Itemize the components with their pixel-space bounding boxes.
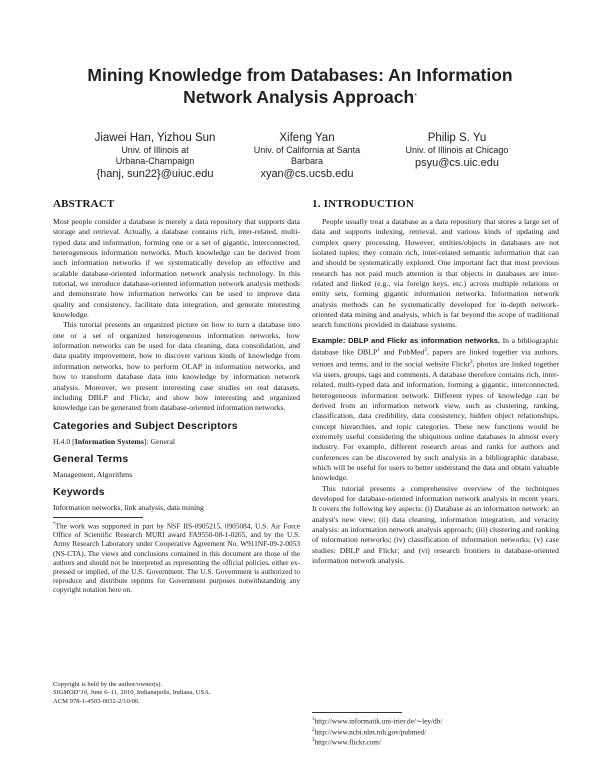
footnote-link[interactable]: http://www.flickr.com/ xyxy=(314,737,381,747)
footnote-mark-2: 2 xyxy=(424,348,427,354)
categories-text xyxy=(53,437,300,447)
footnote-mark-3: 3 xyxy=(470,360,473,366)
footnote-num: 2 xyxy=(312,727,315,733)
footnote-mark-1: 1 xyxy=(377,348,380,354)
funding-footnote xyxy=(53,520,300,595)
author-email: {hanj, sun22}@uiuc.edu xyxy=(96,168,214,180)
conference-name: SIGMOD’10, xyxy=(53,689,89,697)
title-footnote-mark: * xyxy=(414,93,417,100)
introduction-heading: 1. INTRODUCTION xyxy=(312,198,415,210)
funding-mark: * xyxy=(53,521,56,527)
categories-rest: ]: General xyxy=(143,436,176,446)
example-text-b: and PubMed xyxy=(379,347,425,357)
author-affiliation-2: Barbara xyxy=(290,156,324,166)
funding-text: The work was supported in part by NSF IIS-0905215, 0905084, U.S. Air Force Office of Scientific Research MURI award FA9550-08-1-0265, and by the U.S. Army Research Laboratory under Cooperative Agreement No. W911NF-09-2-0053 (NS-CTA). The views and conclusions contained in this document are those of the authors and should not be interpreted as representing the official policies, either ex- pressed or implied, of the U.S. Government. The U.S. Government is authorized to reproduce and distribute reprints for Government purposes notwithstanding any copyright notation here on. xyxy=(53,520,300,595)
paper-title xyxy=(40,64,560,108)
example-label: Example: DBLP and Flickr as information networks. xyxy=(312,335,500,345)
url-footnotes xyxy=(312,712,559,747)
footnote-1 xyxy=(312,715,559,726)
author-name: Philip S. Yu xyxy=(427,132,487,144)
intro-paragraph-1: People usually treat a database as a data repository that stores a large set of data and supports indexing, retrieval, and various kinds of updating and complex query processing. However, entities/objects in databases are not isolated tuples; they contain rich, inter-related semantic information that can and should be systematically explored. One important fact that most previous research has not paid much attention is that objects in databases are inter-related and linked (e.g., via foreign keys, etc.) across multiple relations or entity sets, forming gigantic information networks. Information network analysis methods can be systematically developed for in-depth network-oriented data mining and analysis, which is far beyond the scope of traditional search functions provided in database systems. xyxy=(312,217,559,330)
example-text-a: In a bibliographic database like DBLP xyxy=(312,335,559,357)
author-affiliation: Univ. of Illinois at Chicago xyxy=(405,145,509,155)
categories-heading: Categories and Subject Descriptors xyxy=(53,419,238,432)
footnote-rule xyxy=(53,517,143,518)
author-affiliation: Univ. of Illinois at xyxy=(121,145,189,155)
intro-example-paragraph xyxy=(312,336,559,484)
author-block-3 xyxy=(382,131,532,170)
copyright-line-3: ACM 978-1-4503-0032-2/10/06. xyxy=(53,697,140,705)
abstract-heading: ABSTRACT xyxy=(53,198,115,210)
author-email: psyu@cs.uic.edu xyxy=(415,157,499,169)
author-email: xyan@cs.ucsb.edu xyxy=(260,168,354,180)
footnote-link[interactable]: http://www.ncbi.nlm.nih.gov/pubmed/ xyxy=(314,727,427,737)
abstract-paragraph-2: This tutorial presents an organized picture on how to turn a database into one or a set of organized heterogeneous information networks, how information networks can be used for data cleaning, data consolidation, and data quality improvement, how to discover various kinds of knowledge from information networks, how to perform OLAP in information networks, and how to transform database data into knowledge by information network analysis. Moreover, we present interesting case studies on real datasets, including DBLP and Flickr, and show how interesting and organized knowledge can be generated from database-oriented information networks. xyxy=(53,320,300,413)
general-terms-heading: General Terms xyxy=(53,452,129,465)
footnote-2 xyxy=(312,726,559,737)
author-affiliation: Univ. of California at Santa xyxy=(253,145,361,155)
categories-bold: Information Systems xyxy=(74,436,144,446)
url-footnote-rule xyxy=(312,712,402,713)
author-name: Xifeng Yan xyxy=(279,132,335,144)
title-line-1: Mining Knowledge from Databases: An Information xyxy=(87,65,513,85)
abstract-paragraph-1: Most people consider a database is merely a data repository that supports data storage and retrieval. Actually, a database contains rich, inter-related, multi-typed data and information, forming one or a set of gigantic, interconnected, heterogeneous information networks. Much knowledge can be derived from such information networks if we systematically develop an effective and scalable database-oriented information network analysis technology. In this tutorial, we introduce database-oriented information network analysis methods and demonstrate how information networks can be used to improve data quality and consistency, facilitate data integration, and generate interesting knowledge. xyxy=(53,217,300,320)
author-affiliation-2: Urbana-Champaign xyxy=(115,156,195,166)
right-column xyxy=(312,198,559,567)
title-line-2 xyxy=(40,86,560,108)
author-name: Jiawei Han, Yizhou Sun xyxy=(94,132,216,144)
example-text-c: , papers are linked together via authors, venues and terms, and in the social website Flickr xyxy=(312,347,559,369)
left-column xyxy=(53,198,300,595)
footnote-3 xyxy=(312,736,559,747)
example-text-d: , photos are linked together via users, groups, tags and comments. A database therefore contains rich, inter-related, multi-typed data and information, forming a gigantic, interconnected, heterogeneous information network. Different types of knowledge can be derived from an information network view, such as clustering, ranking, classification, data credibility, data consistency, hidden object relationships, concept hierarchies, and topic categories. These new functions would be extremely useful considering the ubiquitous online databases in almost every industry. For example, different research areas and ranks for authors and conferences can be discovered by such analysis in a bibliographic database, which will be useful for users to better understand the data and obtain valuable knowledge. xyxy=(312,359,559,483)
author-block-2 xyxy=(232,131,382,181)
intro-paragraph-3: This tutorial presents a comprehensive overview of the techniques developed for database-oriented information network analysis in recent years. It covers the following key aspects: (i) Database as an information network: an analyst's new view; (ii) data cleaning, information integration, and veracity analysis: an information network analysis approach; (iii) clustering and ranking of information networks; (iv) classification of information networks; (v) case studies: DBLP and Flickr; and (vi) research frontiers in database-oriented information network analysis. xyxy=(312,483,559,566)
keywords-text: Information networks, link analysis, data mining xyxy=(53,503,204,513)
footnote-num: 3 xyxy=(312,738,315,744)
copyright-line-1: Copyright is held by the author/owner(s). xyxy=(53,681,163,688)
footnote-link[interactable]: http://www.informatik.uni-trier.de/∼ley/db/ xyxy=(314,716,443,726)
copyright-block xyxy=(53,681,300,706)
categories-code: H.4.0 [ xyxy=(53,436,75,446)
keywords-heading: Keywords xyxy=(53,486,105,499)
conference-details: June 6–11, 2010, Indianapolis, Indiana, USA. xyxy=(88,689,211,697)
author-block-1 xyxy=(80,131,230,181)
title-line-2-text: Network Analysis Approach xyxy=(183,87,415,107)
general-terms-text: Management, Algorithms xyxy=(53,469,133,479)
footnote-num: 1 xyxy=(312,717,315,722)
copyright-line-2 xyxy=(53,689,300,697)
